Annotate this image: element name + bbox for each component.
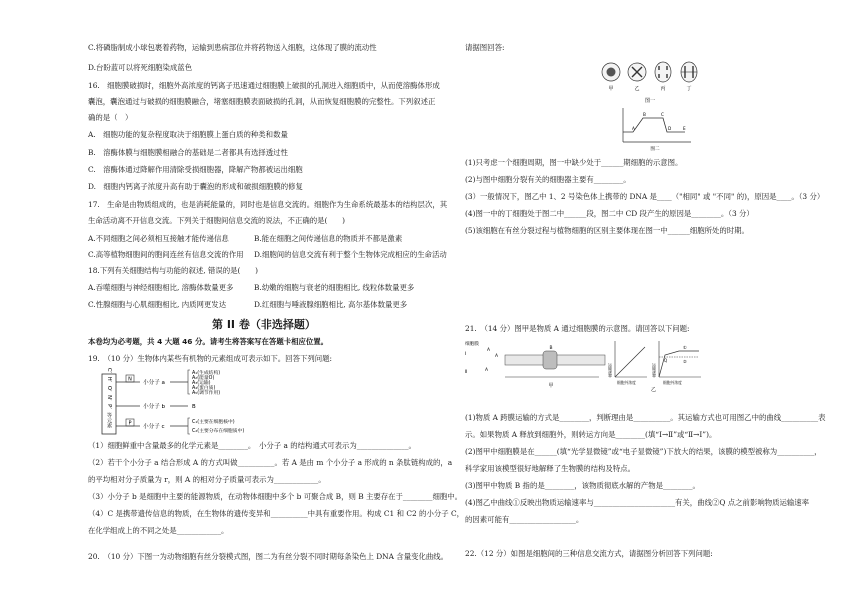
A2-item: A₂(能量O) (192, 376, 215, 381)
question-20-part5: (5)该细胞在有丝分裂过程与植物细胞的区别主要体现在图一中______细胞所处的时期。 (465, 226, 749, 235)
option-16b: B. 溶酶体膜与细胞膜相融合的基础是二者都具有选择透过性 (88, 148, 288, 157)
chart1-x-label: 细胞外浓度 (617, 380, 636, 385)
small-molecule-c: 小分子 c (143, 424, 165, 430)
membrane-transport-diagram (465, 337, 705, 393)
mitosis-figure-one (597, 58, 707, 108)
fig2-point-a: A (632, 126, 635, 131)
option-17a: A.不同细胞之间必须相互接触才能传递信息 (88, 234, 229, 243)
question-19-part2-line2: 的平均相对分子质量为 r，则 A 的相对分子质量可表示为____________。 (88, 475, 326, 484)
question-19-part2-line1: （2）若干个小分子 a 结合形成 A 的方式叫做__________。若 A 是由 m 个小分子 a 形成的 n 条肽链构成的，a (88, 458, 453, 467)
option-16c: C. 溶酶体通过降解作用清除受损细胞器，降解产物都被运出细胞 (88, 165, 303, 174)
option-15d: D.台盼蓝可以将死细胞染成蓝色 (88, 63, 193, 72)
carrier-protein (543, 351, 557, 369)
chart2-x-label: 细胞外浓度 (663, 380, 682, 385)
cell-jia-label: 甲 (608, 86, 614, 92)
question-19-part3: （3）小分子 b 是细胞中主要的能源物质，在动物体细胞中多个 b 可聚合成 B，则 B 主要存在于________细胞中。 (88, 492, 463, 501)
section-title: 第 II 卷（非选择题） (212, 318, 316, 331)
cell-ding (681, 62, 697, 92)
C2-item: C₂(主要分布在细胞质中) (192, 429, 245, 434)
fig2-point-d: D (668, 126, 672, 131)
question-21-part3: (3)图甲中物质 B 指的是________，该物质彻底水解的产物是________。 (465, 481, 700, 490)
curve-two-label: ② (683, 359, 687, 364)
A3-item: A₃(运输) (192, 381, 211, 386)
option-17b: B.能在细胞之间传递信息的物质并不都是激素 (254, 234, 403, 243)
fig2-point-b: B (643, 112, 646, 117)
question-16-line3: 确的是（ ） (88, 113, 133, 122)
chart1-curve (615, 347, 645, 377)
chart1-y-label: 运输速率 (608, 363, 614, 379)
question-20-part4: (4)图一中的丁细胞处于图二中______段，图二中 CD 段产生的原因是________。（3 分） (465, 209, 754, 218)
question-21-part4-line1: (4)图乙中曲线①反映出物质运输速率与______________________有关，曲线②Q 点之前影响物质运输速率 (465, 498, 810, 507)
A5-item: A₅(调节作用) (192, 391, 221, 396)
cell-ding-label: 丁 (686, 86, 692, 92)
side-one-label: Ⅰ (465, 352, 467, 357)
cell-bing-label: 丙 (660, 86, 666, 92)
question-16-line1: 16. 细胞膜破损时，细胞外高浓度的钙离子迅速通过细胞膜上破损的孔洞进入细胞质中，从而使溶酶体形成 (88, 81, 440, 90)
question-20-part3: (3）一般情况下，图乙中 1、2 号染色体上携带的 DNA 是____（"相同" 或 "不同" 的)，原因是____。（3 分） (465, 192, 825, 201)
option-16d: D. 细胞内钙离子浓度升高有助于囊泡的形成和破损细胞膜的修复 (88, 182, 303, 191)
question-21-part2-line2: 科学家用该模型很好地解释了生物膜的结构及特点。 (465, 464, 635, 473)
molecule-a-top: A (487, 348, 491, 353)
question-22-intro: 22.（12 分）如图是细胞间的三种信息交流方式，请据图分析回答下列问题: (465, 549, 713, 558)
question-21-part2-line1: (2)图甲中细胞膜是在______(填“光学显微镜”或“电子显微镜”)下放大的结果，该膜的模型被称为__________， (465, 447, 822, 456)
small-molecule-a: 小分子 a (143, 380, 165, 386)
question-21-part4-line2: 的因素可能有__________________。 (465, 515, 584, 524)
n-label: N (128, 376, 132, 383)
point-q-label: Q (664, 358, 668, 363)
option-17d: D.细胞间的信息交流有利于整个生物体完成相应的生命活动 (254, 250, 447, 259)
option-18c: C.性腺细胞与心肌细胞相比, 内质网更发达 (88, 300, 227, 309)
question-19-part4-line1: （4）C 是携带遗传信息的物质，在生物体的遗传变异和__________中具有重要作用。构成 C1 和 C2 的小分子 C， (88, 509, 465, 518)
question-21-part1-line1: (1)物质 A 跨膜运输的方式是________，判断理由是__________。其运输方式也可用图乙中的曲线__________表 (465, 413, 826, 422)
question-16-line2: 囊泡，囊泡通过与破损的细胞膜融合，堵塞细胞膜表面破损的孔洞，从而恢复细胞膜的完整性。下列叙述正 (88, 97, 436, 106)
C-brace (188, 418, 190, 434)
question-19-part1: （1）细胞鲜重中含量最多的化学元素是________。 小分子 a 的结构通式可表示为______________。 (88, 441, 416, 450)
question-19-part4-line2: 在化学组成上的不同之处是____________。 (88, 526, 229, 535)
option-18a: A.吞噬细胞与神经细胞相比, 溶酶体数量更多 (88, 283, 234, 292)
membrane-label: 细胞膜 (465, 342, 479, 347)
figure-yi-caption: 乙 (651, 387, 657, 393)
question-18: 18.下列有关细胞结构与功能的叙述, 错误的是( ) (88, 266, 259, 275)
side-two-label: Ⅱ (465, 370, 468, 375)
A-brace (188, 370, 190, 394)
figure-two-caption: 图二 (650, 147, 660, 152)
figure-jia-caption: 甲 (548, 383, 554, 389)
option-16a: A. 细胞功能的复杂程度取决于细胞膜上蛋白质的种类和数量 (88, 130, 288, 139)
cell-yi-label: 乙 (634, 86, 640, 92)
chart2-curve-one (659, 351, 699, 377)
small-molecule-b: 小分子 b (143, 404, 166, 410)
question-19-intro: 19. （10 分）生物体内某些有机物的元素组成可表示如下。回答下列问题: (88, 354, 333, 363)
option-17c: C.高等植物细胞间的胞间连丝有信息交流的作用 (88, 250, 244, 259)
section-note: 本卷均为必考题，共 4 大题 46 分。请考生将答案写在答题卡相应位置。 (88, 337, 329, 346)
cell-yi (628, 63, 646, 92)
option-18b: B.幼嫩的细胞与衰老的细胞相比, 线粒体数量更多 (254, 283, 415, 292)
A1-item: A₁(生成结构) (192, 371, 221, 376)
question-21-part1-line2: 示。如果物质 A 释放到细胞外，则转运方向是________(填“Ⅰ→Ⅱ”或“Ⅱ→Ⅰ”)。 (465, 430, 717, 439)
A4-item: A₄(蛋白质) (192, 386, 216, 391)
curve-one-label: ① (683, 345, 687, 350)
elements-box-label: C、H、O、N、P、等元素 (106, 368, 112, 429)
cell-bing (655, 62, 671, 92)
question-21-intro: 21. （14 分）图甲是物质 A 通过细胞膜的示意图。请回答以下问题: (465, 324, 690, 333)
question-17-line1: 17. 生命是由物质组成的，也是消耗能量的，同时也是信息交流的。细胞作为生命系统最基本的结构层次，其 (88, 200, 448, 209)
figure-prompt: 请据图回答: (465, 43, 505, 52)
molecule-a-mid: A (495, 354, 499, 359)
C1-item: C₁(主要在细胞核中) (192, 420, 235, 425)
carrier-b-label: B (549, 346, 553, 351)
B-label: B (192, 404, 196, 410)
chart2-y-label: 运输速率 (652, 363, 658, 379)
fig2-point-c: C (661, 112, 664, 117)
p-label: P (128, 420, 132, 427)
question-20-part1: (1)只考虑一个细胞周期，图一中缺少处于______期细胞的示意图。 (465, 158, 683, 167)
question-20-part2: (2)与图中细胞分裂有关的细胞器主要有________。 (465, 175, 631, 184)
element-composition-diagram (100, 368, 330, 440)
question-20-intro: 20. （10 分）下图一为动物细胞有丝分裂模式图，图二为有丝分裂不同时期每条染色上 DNA 含量变化曲线。 (88, 552, 449, 561)
option-18d: D.红细胞与唾液腺细胞相比, 高尔基体数量更多 (254, 300, 408, 309)
option-15c: C.将磷脂制成小球包裹着药物，运输到患病部位并将药物送入细胞，这体现了膜的流动性 (88, 43, 377, 52)
dna-content-figure-two (615, 104, 695, 152)
fig2-point-e: E (683, 126, 686, 131)
cell-jia (602, 63, 620, 92)
molecule-a-low: A (485, 368, 489, 373)
figure-one-caption: 图一 (644, 98, 656, 104)
question-17-line2: 生命活动离不开信息交流。下列关于细胞间信息交流的说法，不正确的是( ) (88, 216, 346, 225)
